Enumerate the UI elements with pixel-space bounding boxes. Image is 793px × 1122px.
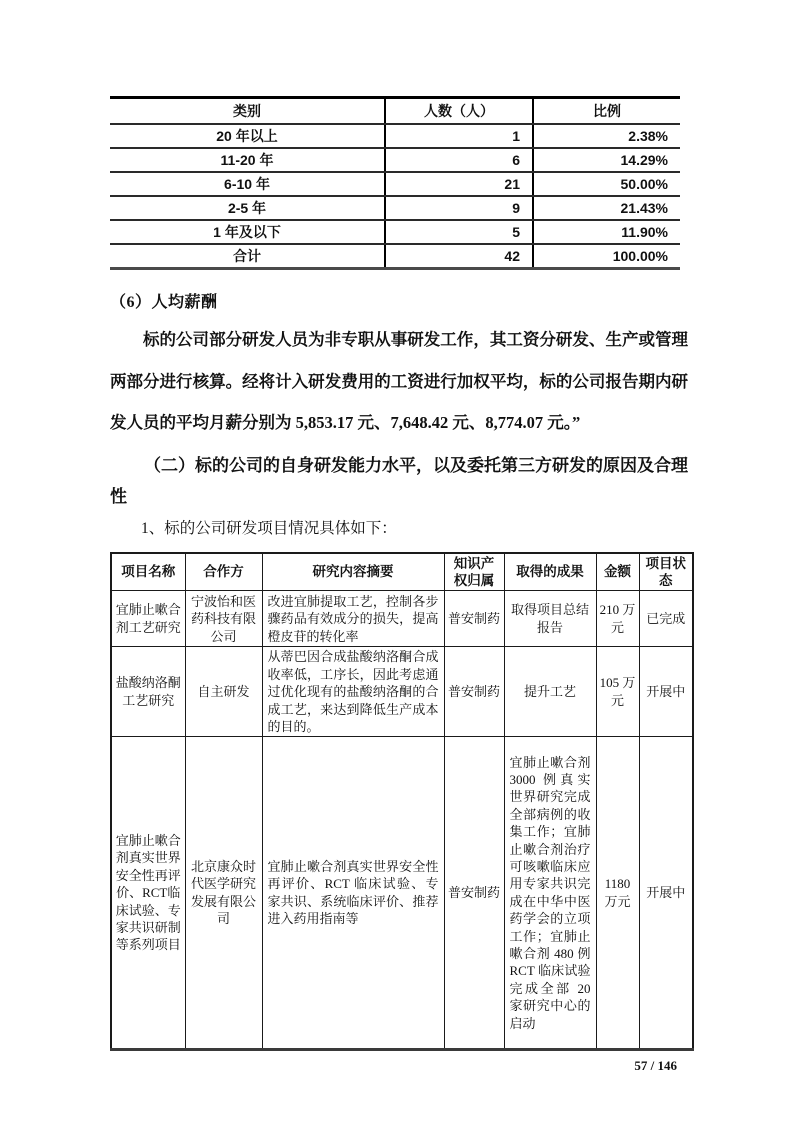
page-content	[110, 96, 692, 1074]
cell-amount: 210 万元	[596, 591, 639, 647]
cell-partner: 宁波怡和医药科技有限公司	[185, 591, 262, 647]
table-row	[110, 172, 680, 196]
seniority-table	[110, 96, 680, 270]
table-row	[110, 148, 680, 172]
table-row	[111, 737, 693, 1050]
table-cell: 1	[385, 124, 533, 148]
cell-partner: 自主研发	[185, 647, 262, 737]
table-total-row	[110, 244, 680, 269]
table-cell: 11.90%	[533, 220, 680, 244]
cell-summary: 宜肺止嗽合剂真实世界安全性再评价、RCT 临床试验、专家共识、系统临床评价、推荐进入药用指南等	[262, 737, 444, 1050]
header-ip-ownership: 知识产权归属	[444, 553, 504, 591]
cell-ip: 普安制药	[444, 647, 504, 737]
table-cell: 100.00%	[533, 244, 680, 269]
table-row	[111, 647, 693, 737]
table-cell: 11-20 年	[110, 148, 385, 172]
table-row	[110, 220, 680, 244]
cell-status: 开展中	[639, 737, 693, 1050]
cell-summary: 从蒂巴因合成盐酸纳洛酮合成收率低，工序长，因此考虑通过优化现有的盐酸纳洛酮的合成工艺，来达到降低生产成本的目的。	[262, 647, 444, 737]
header-summary: 研究内容摘要	[262, 553, 444, 591]
table-cell: 1 年及以下	[110, 220, 385, 244]
list-item-rd-projects: 1、标的公司研发项目情况具体如下：	[141, 519, 397, 537]
table-cell: 6	[385, 148, 533, 172]
cell-amount: 105 万元	[596, 647, 639, 737]
cell-amount: 1180 万元	[596, 737, 639, 1050]
header-results: 取得的成果	[504, 553, 596, 591]
cell-status: 开展中	[639, 647, 693, 737]
table-cell: 2.38%	[533, 124, 680, 148]
table-cell: 2-5 年	[110, 196, 385, 220]
table-cell: 9	[385, 196, 533, 220]
table-header-row	[111, 553, 693, 591]
header-status: 项目状态	[639, 553, 693, 591]
header-headcount: 人数（人）	[385, 98, 533, 125]
heading-avg-salary: （6）人均薪酬	[110, 294, 218, 311]
table-cell: 42	[385, 244, 533, 269]
table-cell: 6-10 年	[110, 172, 385, 196]
heading-section-two: （二）标的公司的自身研发能力水平，以及委托第三方研发的原因及合理性	[110, 455, 688, 506]
table-cell: 21	[385, 172, 533, 196]
cell-project-name: 宜肺止嗽合剂工艺研究	[111, 591, 185, 647]
header-ratio: 比例	[533, 98, 680, 125]
cell-result: 取得项目总结报告	[504, 591, 596, 647]
rd-projects-table	[110, 552, 694, 1052]
cell-project-name: 宜肺止嗽合剂真实世界安全性再评价、RCT临床试验、专家共识研制等系列项目	[111, 737, 185, 1050]
table-row	[110, 124, 680, 148]
cell-project-name: 盐酸纳洛酮工艺研究	[111, 647, 185, 737]
table-cell: 14.29%	[533, 148, 680, 172]
cell-ip: 普安制药	[444, 591, 504, 647]
header-amount: 金额	[596, 553, 639, 591]
header-category: 类别	[110, 98, 385, 125]
cell-result: 提升工艺	[504, 647, 596, 737]
header-project-name: 项目名称	[111, 553, 185, 591]
page-number: 57 / 146	[634, 1058, 677, 1074]
header-partner: 合作方	[185, 553, 262, 591]
cell-ip: 普安制药	[444, 737, 504, 1050]
cell-summary: 改进宜肺提取工艺，控制各步骤药品有效成分的损失，提高橙皮苷的转化率	[262, 591, 444, 647]
table-cell: 20 年以上	[110, 124, 385, 148]
table-cell: 21.43%	[533, 196, 680, 220]
table-cell: 5	[385, 220, 533, 244]
cell-status: 已完成	[639, 591, 693, 647]
cell-result: 宜肺止嗽合剂3000 例真实世界研究完成全部病例的收集工作；宜肺止嗽合剂治疗可咳嗽临床应用专家共识完成在中华中医药学会的立项工作；宜肺止嗽合剂 480 例 RCT 临床试验完成全部 20 家研究中心的启动	[504, 737, 596, 1050]
table-cell: 50.00%	[533, 172, 680, 196]
table-row	[111, 591, 693, 647]
table-cell: 合计	[110, 244, 385, 269]
cell-partner: 北京康众时代医学研究发展有限公司	[185, 737, 262, 1050]
table-header-row	[110, 98, 680, 125]
table-row	[110, 196, 680, 220]
salary-paragraph: 标的公司部分研发人员为非专职从事研发工作，其工资分研发、生产或管理两部分进行核算。经将计入研发费用的工资进行加权平均，标的公司报告期内研发人员的平均月薪分别为 5,853.17 元、7,648.42 元、8,774.07 元。”	[110, 330, 688, 432]
